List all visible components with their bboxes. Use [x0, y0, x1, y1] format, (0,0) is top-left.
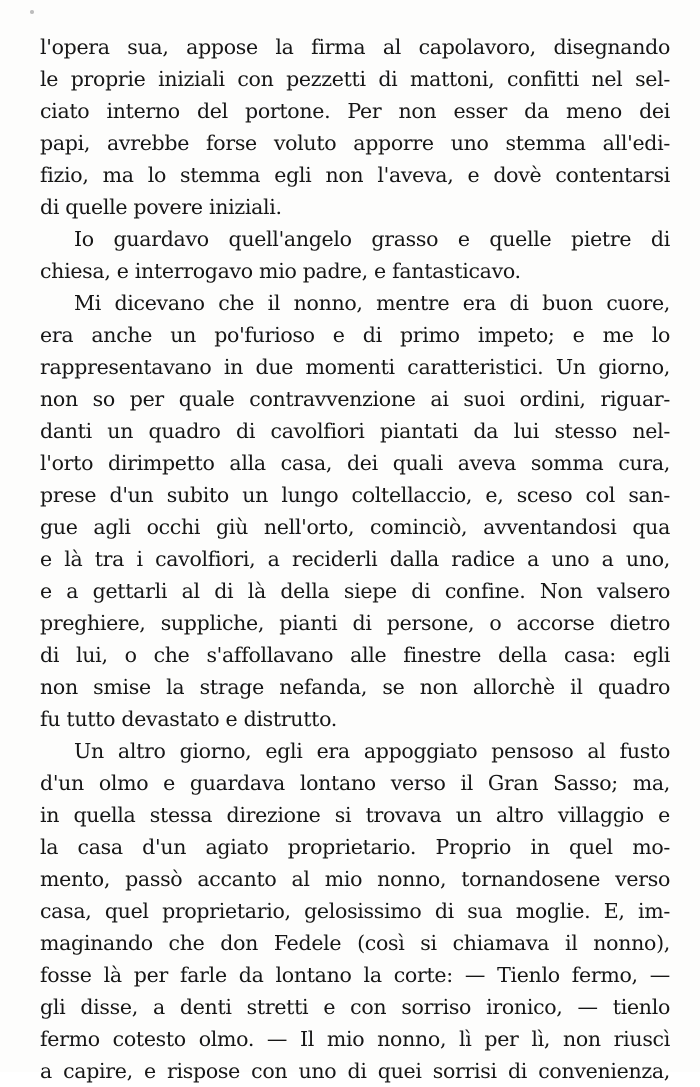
- text-line: rappresentavano in due momenti caratteristici. Un giorno,: [40, 355, 670, 379]
- text-line: in quella stessa direzione si trovava un altro villaggio e: [40, 803, 670, 827]
- text-line: di quelle povere iniziali.: [40, 195, 282, 219]
- text-line: casa, quel proprietario, gelosissimo di sua moglie. E, im-: [40, 899, 670, 923]
- text-line: era anche un po'furioso e di primo impeto; e me lo: [40, 323, 670, 347]
- text-line: e a gettarli al di là della siepe di confine. Non valsero: [40, 579, 670, 603]
- text-line: non so per quale contravvenzione ai suoi ordini, riguar-: [40, 387, 670, 411]
- text-line: fu tutto devastato e distrutto.: [40, 707, 337, 731]
- text-line: Un altro giorno, egli era appoggiato pensoso al fusto: [74, 739, 670, 763]
- text-line: danti un quadro di cavolfiori piantati da lui stesso nel-: [40, 419, 670, 443]
- text-line: Mi dicevano che il nonno, mentre era di buon cuore,: [74, 291, 670, 315]
- text-line: a capire, e rispose con uno di quei sorrisi di convenienza,: [40, 1059, 670, 1083]
- paragraph: [40, 31, 670, 223]
- text-line: le proprie iniziali con pezzetti di mattoni, confitti nel sel-: [40, 67, 670, 91]
- text-line: fermo cotesto olmo. — Il mio nonno, lì per lì, non riuscì: [40, 1027, 670, 1051]
- paragraph: [40, 287, 670, 735]
- text-line: maginando che don Fedele (così si chiamava il nonno),: [40, 931, 670, 955]
- text-line: mento, passò accanto al mio nonno, tornandosene verso: [40, 867, 670, 891]
- text-line: papi, avrebbe forse voluto apporre uno stemma all'edi-: [40, 131, 670, 155]
- page-text: [40, 31, 670, 1087]
- text-line: chiesa, e interrogavo mio padre, e fantasticavo.: [40, 259, 521, 283]
- text-line: fosse là per farle da lontano la corte: — Tienlo fermo, —: [40, 963, 670, 987]
- text-line: la casa d'un agiato proprietario. Proprio in quel mo-: [40, 835, 670, 859]
- text-line: gue agli occhi giù nell'orto, cominciò, avventandosi qua: [40, 515, 670, 539]
- text-line: gli disse, a denti stretti e con sorriso ironico, — tienlo: [40, 995, 670, 1019]
- text-line: d'un olmo e guardava lontano verso il Gran Sasso; ma,: [40, 771, 670, 795]
- text-line: fizio, ma lo stemma egli non l'aveva, e dovè contentarsi: [40, 163, 670, 187]
- text-line: non smise la strage nefanda, se non allorchè il quadro: [40, 675, 670, 699]
- text-line: l'orto dirimpetto alla casa, dei quali aveva somma cura,: [40, 451, 670, 475]
- text-line: l'opera sua, appose la firma al capolavoro, disegnando: [40, 35, 670, 59]
- text-line: e là tra i cavolfiori, a reciderli dalla radice a uno a uno,: [40, 547, 670, 571]
- text-line: prese d'un subito un lungo coltellaccio, e, sceso col san-: [40, 483, 670, 507]
- text-line: Io guardavo quell'angelo grasso e quelle pietre di: [74, 227, 670, 251]
- text-line: ciato interno del portone. Per non esser da meno dei: [40, 99, 670, 123]
- page-speck: [30, 10, 34, 14]
- text-line: preghiere, suppliche, pianti di persone, o accorse dietro: [40, 611, 670, 635]
- paragraph: [40, 735, 670, 1087]
- paragraph: [40, 223, 670, 287]
- text-line: di lui, o che s'affollavano alle finestre della casa: egli: [40, 643, 670, 667]
